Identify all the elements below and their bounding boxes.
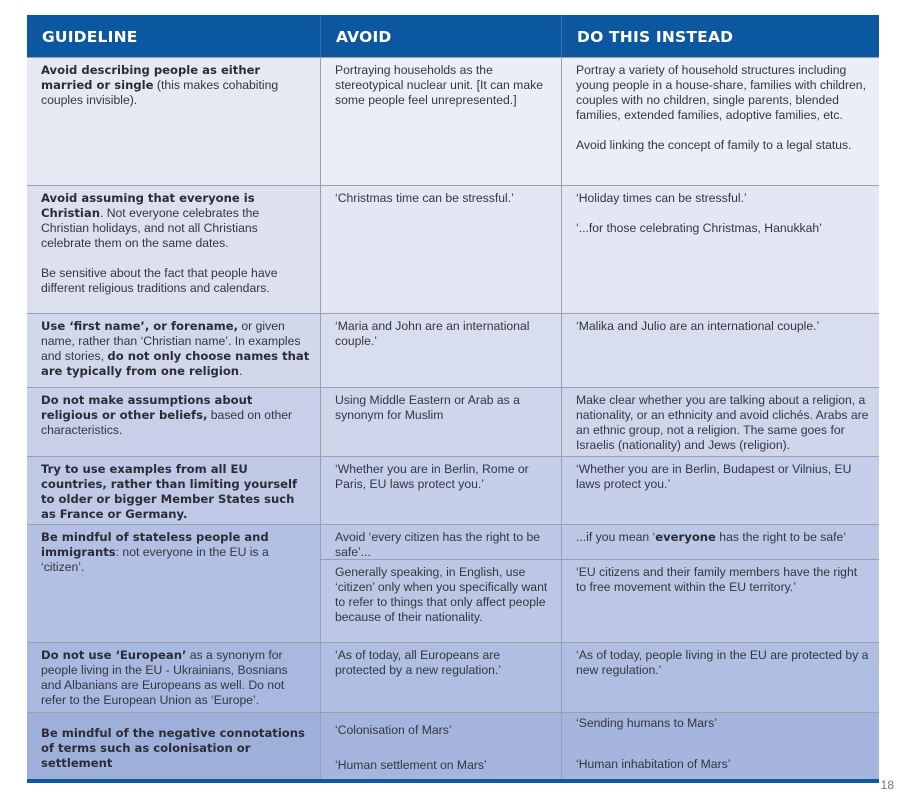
avoid-text: ‘As of today, all Europeans are protected by a new regulation.’ [335, 648, 501, 677]
avoid-text-2: ‘Human settlement on Mars’ [335, 758, 487, 772]
instead-text-2: ‘Human inhabitation of Mars’ [576, 757, 731, 771]
avoid-text: Using Middle Eastern or Arab as a synonym for Muslim [335, 393, 520, 422]
guideline-text: : not everyone in the EU is a ‘citizen’. [41, 545, 269, 574]
avoid-cell [320, 643, 561, 712]
guideline-cell [27, 713, 320, 779]
instead-cell [561, 643, 879, 712]
avoid-cell [320, 58, 561, 185]
table-row [27, 313, 879, 387]
table-row [27, 524, 879, 642]
avoid-cell [320, 314, 561, 387]
guideline-bold: Do not use ‘European’ [41, 648, 187, 662]
table-row [27, 712, 879, 779]
guideline-bold: Be mindful of stateless people and immigrants [41, 530, 269, 559]
avoid-cell [320, 388, 561, 456]
instead-bold: everyone [655, 530, 716, 544]
instead-cell [561, 457, 879, 524]
guideline-bold: Be mindful of the negative connotations of terms such as colonisation or settlement [41, 726, 305, 770]
guideline-text: (this makes cohabiting couples invisible). [41, 78, 279, 107]
table-header [27, 15, 879, 57]
guideline-cell [27, 457, 320, 524]
table-row [27, 57, 879, 185]
table-row [27, 456, 879, 524]
avoid-cell [320, 186, 561, 313]
page-number: 18 [880, 778, 894, 792]
avoid-text: ‘Colonisation of Mars’ [335, 723, 452, 737]
instead-cell [561, 314, 879, 387]
avoid-text: Generally speaking, in English, use ‘citizen’ only when you specifically want to refer to things that only affect people because of their nationality. [335, 565, 548, 624]
instead-cell [561, 560, 879, 642]
guideline-bold-2: do not only choose names that are typically from one religion [41, 349, 310, 378]
guideline-bold: Try to use examples from all EU countries, rather than limiting yourself to older or bigger Member States such as France or Germany. [41, 462, 298, 521]
instead-text: ‘Holiday times can be stressful.’ [576, 191, 747, 205]
avoid-cell [320, 713, 561, 779]
guideline-bold: Avoid assuming that everyone is Christian [41, 191, 255, 220]
guidelines-table [27, 15, 879, 783]
guideline-bold: Avoid describing people as either married or single [41, 63, 261, 92]
guideline-text: . Not everyone celebrates the Christian holidays, and not all Christians celebrate them on the same dates. [41, 206, 260, 250]
instead-text-2: ‘...for those celebrating Christmas, Hanukkah’ [576, 221, 822, 235]
instead-text: ‘Sending humans to Mars’ [576, 716, 717, 730]
guideline-end: . [239, 364, 243, 378]
avoid-cell [320, 560, 561, 642]
instead-cell [561, 58, 879, 185]
guideline-cell [27, 388, 320, 456]
guideline-text: or given name, rather than ‘Christian name’. In examples and stories, [41, 319, 301, 363]
instead-cell [561, 388, 879, 456]
instead-text: ‘As of today, people living in the EU are protected by a new regulation.’ [576, 648, 869, 677]
guideline-cell [27, 525, 320, 642]
header-avoid: AVOID [320, 15, 561, 57]
table-row [27, 387, 879, 456]
guideline-text-2: Be sensitive about the fact that people have different religious traditions and calendars. [41, 266, 278, 295]
instead-cell [561, 525, 879, 560]
instead-cell [561, 713, 879, 779]
header-do-this-instead: DO THIS INSTEAD [561, 15, 879, 57]
avoid-text: ‘Christmas time can be stressful.’ [335, 191, 514, 205]
split-cells [320, 525, 879, 642]
guideline-bold: Do not make assumptions about religious or other beliefs, [41, 393, 253, 422]
table-row [27, 642, 879, 712]
instead-text-post: has the right to be safe’ [715, 530, 847, 544]
avoid-cell [320, 457, 561, 524]
avoid-text: ‘Maria and John are an international couple.’ [335, 319, 530, 348]
instead-text: Portray a variety of household structures including young people in a house-share, families with children, couples with no children, single parents, blended families, extended families, adoptive families, etc. [576, 63, 866, 122]
guideline-text: based on other characteristics. [41, 408, 293, 437]
sub-row [320, 525, 879, 559]
instead-cell [561, 186, 879, 313]
sub-row [320, 559, 879, 642]
guideline-cell [27, 186, 320, 313]
guideline-cell [27, 643, 320, 712]
instead-text: ‘Malika and Julio are an international couple.’ [576, 319, 820, 333]
avoid-text: ‘Whether you are in Berlin, Rome or Paris, EU laws protect you.’ [335, 462, 529, 491]
guideline-cell [27, 58, 320, 185]
instead-text-pre: ...if you mean ‘ [576, 530, 656, 544]
avoid-text: Avoid ‘every citizen has the right to be safe’... [335, 530, 541, 559]
guideline-cell [27, 314, 320, 387]
guideline-text: as a synonym for people living in the EU - Ukrainians, Bosnians and Albanians are Europeans as well. Do not refer to the European Union as ‘Europe’. [41, 648, 288, 707]
instead-text: ‘Whether you are in Berlin, Budapest or Vilnius, EU laws protect you.’ [576, 462, 852, 491]
instead-text: ‘EU citizens and their family members have the right to free movement within the EU territory.’ [576, 565, 858, 594]
header-guideline: GUIDELINE [42, 28, 138, 46]
guideline-bold: Use ‘first name’, or forename, [41, 319, 239, 333]
instead-text-2: Avoid linking the concept of family to a legal status. [576, 138, 852, 152]
table-row [27, 185, 879, 313]
avoid-cell [320, 525, 561, 560]
instead-text: Make clear whether you are talking about a religion, a nationality, or an ethnicity and avoid clichés. Arabs are an ethnic group, not a religion. The same goes for Israelis (nationality) and Jews (religion). [576, 393, 869, 452]
avoid-text: Portraying households as the stereotypical nuclear unit. [It can make some people feel unrepresented.] [335, 63, 543, 107]
